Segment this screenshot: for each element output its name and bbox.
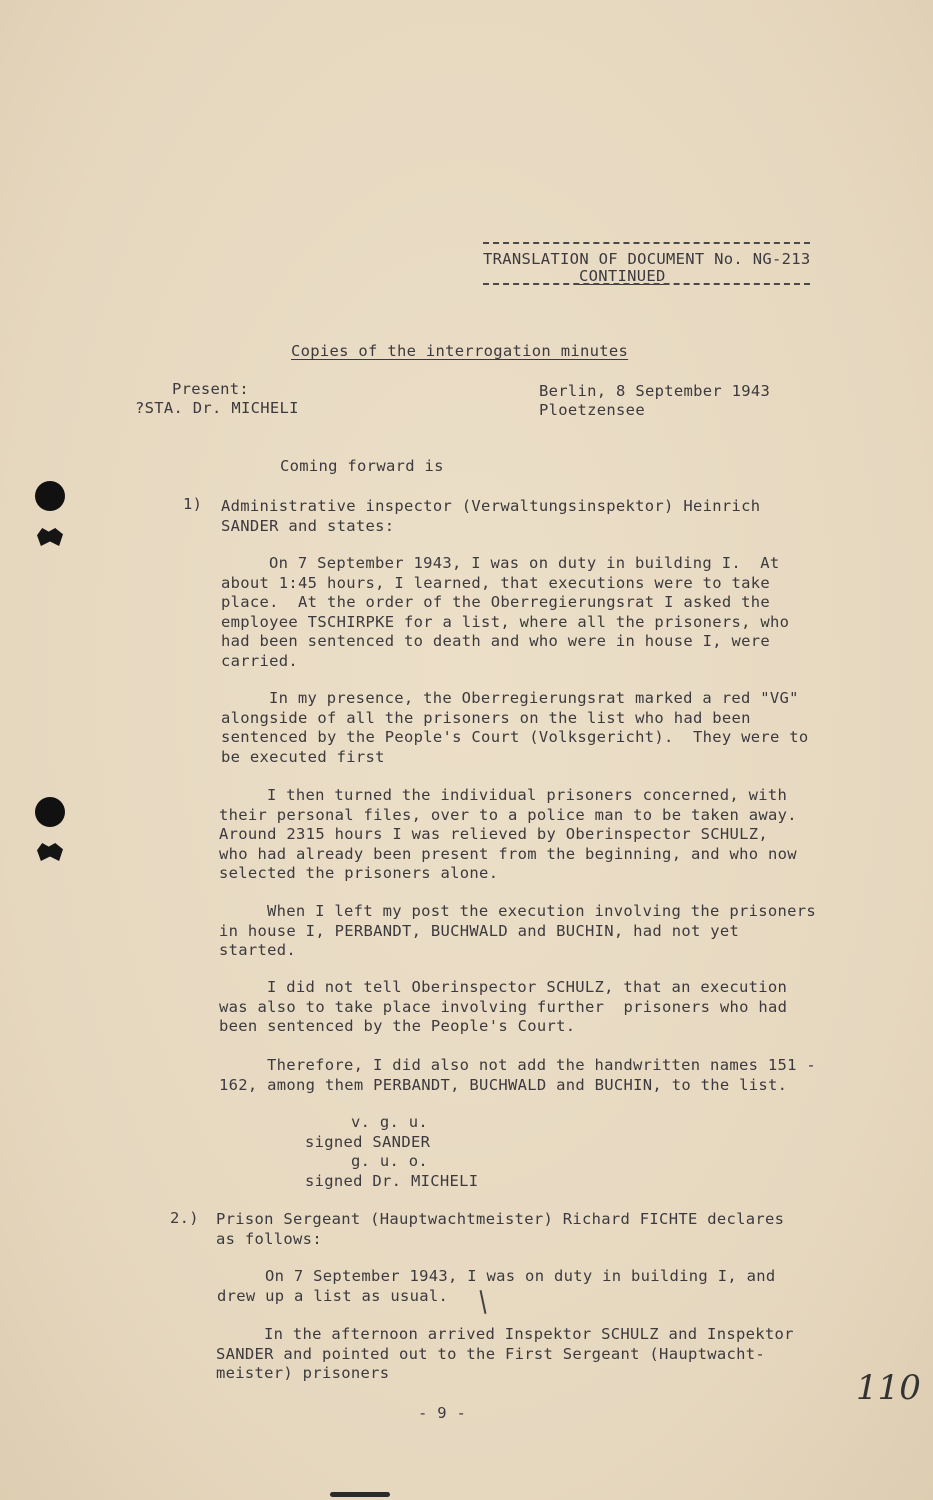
text-line: I then turned the individual prisoners concerned, with (267, 786, 788, 804)
present-name: ?STA. Dr. MICHELI (135, 399, 299, 417)
document-title: TRANSLATION OF DOCUMENT No. NG-213 (483, 250, 811, 268)
text-line: Administrative inspector (Verwaltungsinspektor) Heinrich (221, 497, 761, 515)
item2-paragraph-2 (216, 1325, 794, 1384)
punch-hole (35, 481, 65, 511)
torn-punch-hole (37, 843, 63, 861)
text-line: meister) prisoners (216, 1364, 390, 1382)
text-line: started. (219, 941, 297, 959)
text-line: In the afternoon arrived Inspektor SCHULZ and Inspektor (264, 1325, 794, 1343)
item1-paragraph-4 (219, 902, 816, 961)
text-line: be executed first (221, 747, 385, 766)
text-line: drew up a list as usual. (217, 1286, 449, 1305)
place-date: Berlin, 8 September 1943 (539, 382, 771, 400)
text-line: Prison Sergeant (Hauptwachtmeister) Richard FICHTE declares (216, 1210, 785, 1228)
signature-line: signed SANDER (305, 1132, 431, 1151)
text-line: been sentenced by the People's Court. (219, 1017, 576, 1035)
item1-paragraph-3 (219, 786, 797, 884)
text-line: I did not tell Oberinspector SCHULZ, that an execution (267, 978, 788, 996)
signature-line: signed Dr. MICHELI (305, 1171, 479, 1190)
item-number: 2.) (170, 1209, 199, 1227)
text-line: carried. (221, 651, 299, 670)
signature-line: g. u. o. (351, 1152, 429, 1170)
present-label: Present: (172, 380, 250, 398)
signature-line: v. g. u. (351, 1113, 429, 1131)
item2-paragraph-1 (217, 1267, 775, 1306)
text-line: employee TSCHIRPKE for a list, where all the prisoners, who (221, 612, 790, 631)
header-bottom-rule (483, 283, 810, 285)
text-line: When I left my post the execution involving the prisoners (267, 902, 817, 920)
item1-paragraph-2 (221, 689, 809, 767)
item1-paragraph-5 (219, 978, 787, 1037)
item-number: 1) (183, 495, 203, 513)
page-number: - 9 - (418, 1404, 467, 1422)
text-line: as follows: (216, 1229, 322, 1248)
torn-punch-hole (37, 528, 63, 546)
text-line: On 7 September 1943, I was on duty in building I. At (269, 554, 780, 572)
punch-hole (35, 797, 65, 827)
text-line: Therefore, I did also not add the handwritten names 151 - (267, 1056, 817, 1074)
item1-intro (221, 497, 760, 536)
text-line: was also to take place involving further prisoners who had (219, 997, 788, 1016)
text-line: sentenced by the People's Court (Volksgericht). They were to (221, 728, 809, 746)
text-line: who had already been present from the beginning, and who now (219, 844, 797, 863)
place-location: Ploetzensee (539, 401, 645, 419)
bottom-edge-mark (330, 1492, 390, 1497)
item1-paragraph-6 (219, 1056, 816, 1095)
text-line: place. At the order of the Oberregierungsrat I asked the (221, 593, 771, 611)
text-line: alongside of all the prisoners on the list who had been (221, 708, 751, 727)
text-line: 162, among them PERBANDT, BUCHWALD and BUCHIN, to the list. (219, 1075, 788, 1094)
text-line: SANDER and states: (221, 516, 395, 535)
text-line: On 7 September 1943, I was on duty in building I, and (265, 1267, 776, 1285)
document-subtitle: CONTINUED (579, 267, 666, 285)
section-heading: Copies of the interrogation minutes (291, 342, 629, 360)
text-line: their personal files, over to a police man to be taken away. (219, 805, 797, 824)
header-top-rule (483, 242, 810, 244)
handwritten-page-number: 110 (856, 1368, 921, 1408)
signature-block (305, 1113, 478, 1191)
item2-intro (216, 1210, 784, 1249)
item1-paragraph-1 (221, 554, 789, 671)
text-line: about 1:45 hours, I learned, that executions were to take (221, 573, 771, 592)
text-line: in house I, PERBANDT, BUCHWALD and BUCHIN, had not yet (219, 921, 740, 940)
text-line: Around 2315 hours I was relieved by Oberinspector SCHULZ, (219, 825, 769, 843)
text-line: In my presence, the Oberregierungsrat marked a red "VG" (269, 689, 799, 707)
text-line: had been sentenced to death and who were in house I, were (221, 632, 771, 650)
text-line: selected the prisoners alone. (219, 864, 499, 882)
text-line: SANDER and pointed out to the First Sergeant (Hauptwacht- (216, 1344, 766, 1363)
intro-line: Coming forward is (280, 457, 444, 475)
